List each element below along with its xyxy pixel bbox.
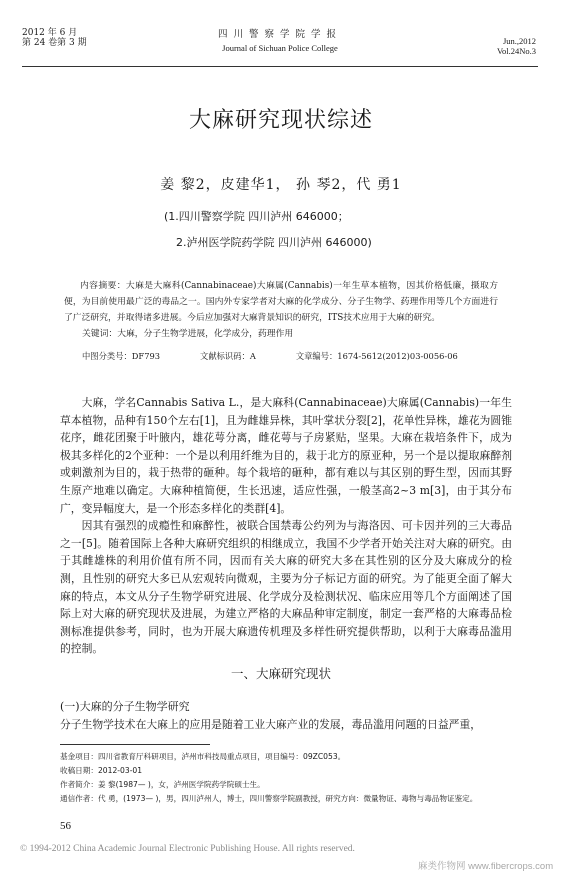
classification-line xyxy=(64,348,498,364)
footnote-author: 作者简介：姜 黎(1987— )，女，泸州医学院药学院硕士生。 xyxy=(60,780,265,789)
footnote-rule xyxy=(60,744,210,745)
keywords: 关键词：大麻，分子生物学进展，化学成分，药理作用 xyxy=(82,329,294,339)
issue-info-en xyxy=(416,36,536,56)
journal-name-en: Journal of Sichuan Police College xyxy=(222,43,338,53)
volume-issue-line: 第 24 卷第 3 期 xyxy=(22,38,87,48)
affiliation-1: (1.四川警察学院 四川泸州 646000； xyxy=(164,210,349,223)
footnotes xyxy=(60,750,510,806)
section-heading: 一、大麻研究现状 xyxy=(230,666,331,681)
volume-issue-en: Vol.24No.3 xyxy=(496,46,536,56)
copyright-line: © 1994-2012 China Academic Journal Electronic Publishing House. All rights reserved. xyxy=(20,844,355,854)
issue-date xyxy=(22,28,132,48)
abstract-text: 内容摘要：大麻是大麻科(Cannabinaceae)大麻属(Cannabis)一年生草本植物，因其价格低廉，摄取方便，为目前使用最广泛的毒品之一。国内外专家学者对大麻的化学成分、分子生物学、药理作用等几个方面进行了广泛研究，并取得诸多进展。今后应加强对大麻背景知识的研究，ITS技术应用于大麻的研究。 xyxy=(64,281,498,323)
body-paragraph: 大麻，学名Cannabis Sativa L.，是大麻科(Cannabinaceae)大麻属(Cannabis)一年生草本植物，品种有150个左右[1]，且为雌雄异株，其叶掌状分裂[2]，花单性异株，雄花为圆锥花序，雌花团聚于叶腋内，雄花萼分离，雌花萼与子房紧贴，坚果。大麻在栽培条件下，成为极其多样化的2个亚种：一个是以利用纤维为目的，栽于北方的原亚种，另一个是以提取麻醉剂或刺激剂为目的，栽于热带的砸种。每个栽培的砸种，都有难以与其区别的野生型，因而其野生原产地难以确定。大麻种植简便，生长迅速，适应性强，一般茎高2~3 m[3]，由于其分布广，变异幅度大，是一个形态多样化的类群[4]。 xyxy=(60,396,512,515)
subsection-text: 分子生物学技术在大麻上的应用是随着工业大麻产业的发展，毒品滥用问题的日益严重， xyxy=(60,718,482,731)
document-code: 文献标识码：A xyxy=(200,351,256,361)
body-text xyxy=(60,394,512,658)
page-number: 56 xyxy=(60,820,71,832)
article-number: 文章编号：1674-5612(2012)03-0056-06 xyxy=(295,351,458,361)
issue-date-line: 2012 年 6 月 xyxy=(22,28,78,38)
footnote-corresponding: 通信作者：代 勇，(1973— )，男，四川泸州人，博士，四川警察学院副教授，研究方向：微量物证、毒物与毒品物证鉴定。 xyxy=(60,794,478,803)
author-list: 姜 黎2，皮建华1， 孙 琴2，代 勇1 xyxy=(160,177,402,193)
article-title: 大麻研究现状综述 xyxy=(188,108,373,133)
journal-name xyxy=(140,26,420,53)
subsection-heading: (一)大麻的分子生物学研究 xyxy=(60,700,190,713)
clc-number: 中图分类号：DF793 xyxy=(82,351,161,361)
body-paragraph: 因其有强烈的成瘾性和麻醉性，被联合国禁毒公约列为与海洛因、可卡因并列的三大毒品之一[5]。随着国际上各种大麻研究组织的相继成立，我国不少学者开始关注对大麻的研究。由于其雌雄株的利用价值有所不同，因而有关大麻的研究大多在其性别的区分及大麻成分的检测，且性别的研究大多已从宏观转向微观，主要为分子标记方面的研究。为了能更全面了解大麻的特点，本文从分子生物学研究进展、化学成分及检测状况、临床应用等几个方面阐述了国际上对大麻的研究现状及进展，为建立严格的大麻品种审定制度，制定一套严格的大麻毒品检测标准提供参考，同时，也为开展大麻遗传机理及多样性研究提供帮助，以利于大麻毒品滥用的控制。 xyxy=(60,519,512,656)
footnote-funding: 基金项目：四川省教育厅科研项目，泸州市科技局重点项目，项目编号：09ZC053。 xyxy=(60,752,346,761)
journal-name-cn: 四川警察学院学报 xyxy=(217,29,342,40)
header-rule xyxy=(22,66,538,67)
footnote-received: 收稿日期：2012-03-01 xyxy=(60,766,143,775)
issue-date-en: Jun.,2012 xyxy=(502,36,536,46)
abstract-block xyxy=(64,278,498,364)
site-watermark: 麻类作物网 www.fibercrops.com xyxy=(418,861,554,872)
affiliation-2: 2.泸州医学院药学院 四川泸州 646000) xyxy=(176,236,372,249)
